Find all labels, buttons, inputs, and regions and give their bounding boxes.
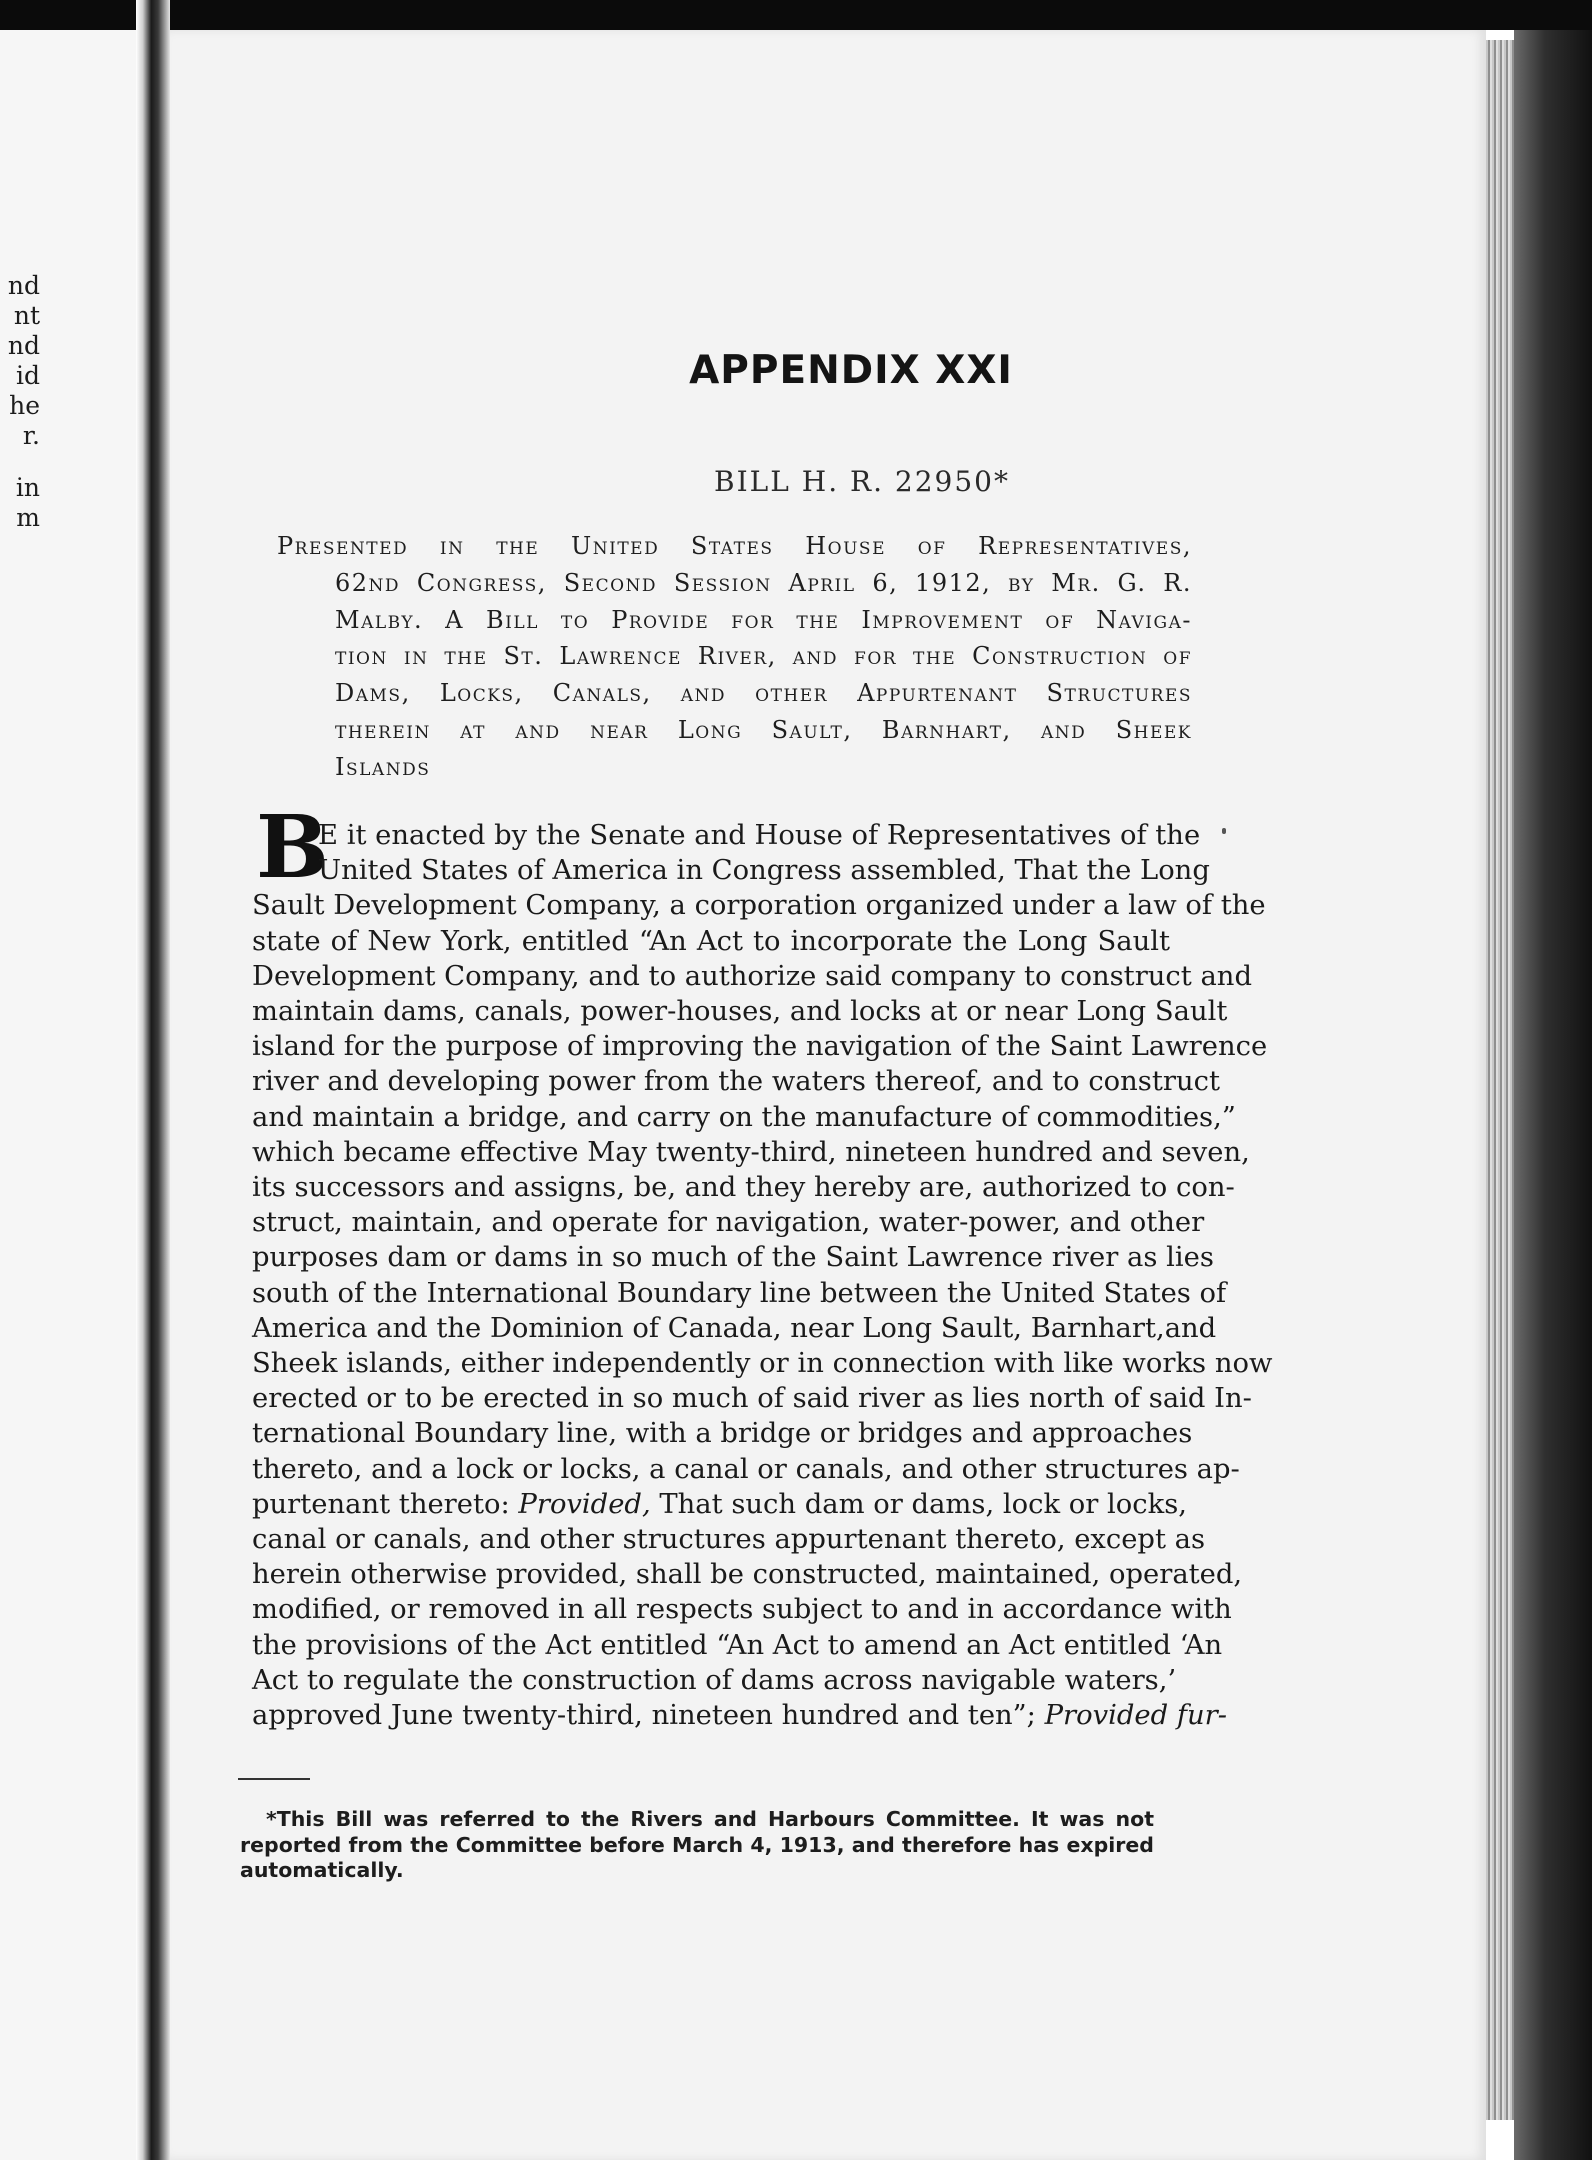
left-page-fragment: r. [22,421,40,450]
body-line: maintain dams, canals, power-houses, and locks at or near Long Sault [252,996,1228,1028]
body-line: its successors and assigns, be, and they hereby are, authorized to con- [252,1172,1235,1204]
body-line: purposes dam or dams in so much of the Saint Lawrence river as lies [252,1242,1214,1274]
footnote-line: *This Bill was referred to the Rivers and Harbours Committee. It was not [266,1807,1154,1831]
drop-cap: B [256,797,329,898]
body-line: canal or canals, and other structures appurtenant thereto, except as [252,1524,1206,1556]
body-line: E it enacted by the Senate and House of Representatives of the [318,820,1201,851]
summary-line: Malby. A Bill to Provide for the Improvement of Naviga- [335,605,1192,634]
summary-line: 62nd Congress, Second Session April 6, 1912, by Mr. G. R. [335,568,1192,597]
summary-line: Presented in the United States House of Representatives, [277,532,1192,560]
left-page-fragment: nt [13,301,40,330]
left-page-fragment: m [16,503,40,532]
body-line: United States of America in Congress assembled, That the Long [318,855,1210,887]
summary-line: therein at and near Long Sault, Barnhart, and Sheek [335,715,1192,744]
book-gutter [136,0,170,2160]
body-text: purtenant thereto: [252,1488,510,1520]
bill-summary [277,528,1192,786]
footnote-rule [238,1778,310,1780]
body-line-provided [252,1487,1187,1522]
summary-line: tion in the St. Lawrence River, and for the Construction of [335,642,1192,671]
scan-speck [1222,828,1226,834]
left-page-fragment: he [9,391,40,420]
body-line: river and developing power from the waters thereof, and to construct [252,1066,1220,1098]
body-line: herein otherwise provided, shall be constructed, maintained, operated, [252,1559,1243,1591]
body-line: ternational Boundary line, with a bridge or bridges and approaches [252,1418,1193,1450]
provided-italic: Provided, [518,1488,651,1520]
scanner-top-border [0,0,1592,30]
bill-body [252,818,1273,1733]
body-line: Act to regulate the construction of dams across navigable waters,’ [252,1664,1177,1696]
body-line: which became effective May twenty-third, nineteen hundred and seven, [252,1136,1250,1168]
body-line: state of New York, entitled “An Act to incorporate the Long Sault [252,925,1170,957]
body-line: struct, maintain, and operate for navigation, water-power, and other [252,1207,1205,1239]
body-line-provided-further [252,1698,1227,1733]
body-text: approved June twenty-third, nineteen hundred and ten”; [252,1700,1036,1732]
left-page-fragment: in [15,473,40,502]
left-page-fragment: id [16,361,40,390]
body-line: south of the International Boundary line between the United States of [252,1277,1227,1309]
bill-number: BILL H. R. 22950* [714,465,1010,498]
appendix-heading: APPENDIX XXI [689,348,1013,393]
footnote-line: automatically. [240,1858,404,1882]
body-line: the provisions of the Act entitled “An Act to amend an Act entitled ‘An [252,1629,1223,1661]
body-line: and maintain a bridge, and carry on the manufacture of commodities,” [252,1101,1236,1133]
body-line: thereto, and a lock or locks, a canal or canals, and other structures ap- [252,1453,1240,1485]
body-line: Development Company, and to authorize said company to construct and [252,960,1252,992]
body-line: modified, or removed in all respects subject to and in accordance with [252,1594,1232,1626]
provided-further-italic: Provided fur- [1044,1700,1227,1732]
left-page-fragment: nd [7,331,40,360]
body-line: Sheek islands, either independently or in connection with like works now [252,1348,1273,1380]
footnote [240,1807,1154,1884]
body-line: island for the purpose of improving the navigation of the Saint Lawrence [252,1031,1268,1063]
summary-line: Dams, Locks, Canals, and other Appurtenant Structures [335,679,1192,708]
body-line: Sault Development Company, a corporation organized under a law of the [252,890,1266,922]
body-line: erected or to be erected in so much of said river as lies north of said In- [252,1383,1252,1415]
summary-line: Islands [335,752,431,781]
footnote-line: reported from the Committee before March 4, 1913, and therefore has expired [240,1832,1154,1857]
body-text: That such dam or dams, lock or locks, [659,1488,1187,1520]
left-page-fragment: nd [7,271,40,300]
body-line: America and the Dominion of Canada, near Long Sault, Barnhart,and [252,1312,1217,1344]
